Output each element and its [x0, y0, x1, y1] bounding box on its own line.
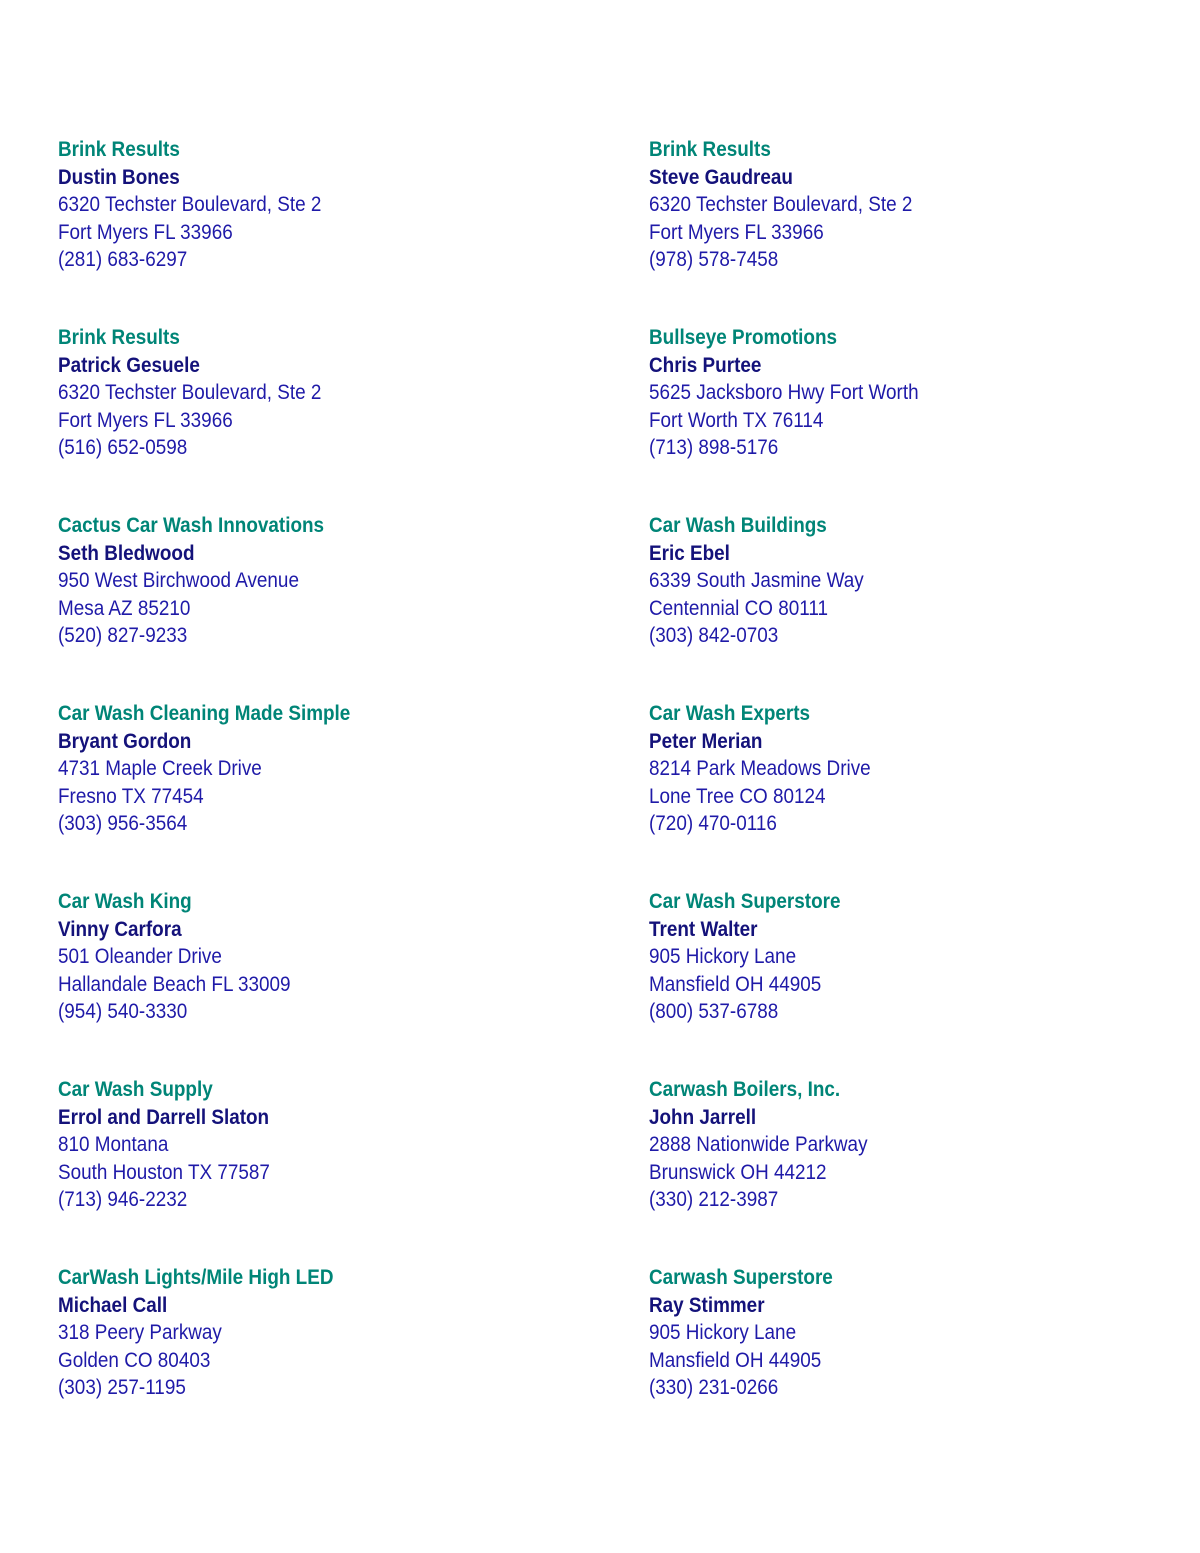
phone-number: (303) 956-3564 — [58, 812, 188, 836]
contact-name: Seth Bledwood — [58, 541, 195, 565]
phone-number: (800) 537-6788 — [649, 1000, 779, 1024]
contact-entry — [58, 512, 526, 700]
contact-entry — [649, 888, 1117, 1076]
contact-entry — [649, 324, 1117, 512]
company-name: Cactus Car Wash Innovations — [58, 514, 325, 537]
phone-number: (330) 212-3987 — [649, 1188, 779, 1212]
phone-number: (520) 827-9233 — [58, 624, 188, 648]
contact-name: Steve Gaudreau — [649, 165, 793, 189]
street-address: 905 Hickory Lane — [649, 945, 797, 969]
phone-number: (330) 231-0266 — [649, 1376, 779, 1400]
street-address: 905 Hickory Lane — [649, 1321, 797, 1345]
contact-entry — [58, 1264, 526, 1452]
company-name: Bullseye Promotions — [649, 326, 838, 349]
street-address: 8214 Park Meadows Drive — [649, 757, 871, 781]
left-column — [58, 136, 578, 1452]
phone-number: (713) 946-2232 — [58, 1188, 188, 1212]
contact-entry — [649, 1076, 1117, 1264]
street-address: 2888 Nationwide Parkway — [649, 1133, 868, 1157]
city-state-zip: Fort Worth TX 76114 — [649, 408, 824, 432]
company-name: Car Wash King — [58, 890, 192, 913]
contact-entry — [649, 700, 1117, 888]
contact-name: Eric Ebel — [649, 541, 730, 565]
company-name: Brink Results — [58, 326, 180, 349]
city-state-zip: Lone Tree CO 80124 — [649, 784, 826, 808]
contact-name: Dustin Bones — [58, 165, 180, 189]
contact-name: Chris Purtee — [649, 353, 762, 377]
contact-name: Patrick Gesuele — [58, 353, 200, 377]
contact-name: Bryant Gordon — [58, 729, 192, 753]
street-address: 501 Oleander Drive — [58, 945, 222, 969]
phone-number: (303) 842-0703 — [649, 624, 779, 648]
city-state-zip: Mansfield OH 44905 — [649, 1348, 822, 1372]
contact-entry — [58, 888, 526, 1076]
contact-entry — [58, 700, 526, 888]
city-state-zip: Mesa AZ 85210 — [58, 596, 191, 620]
street-address: 5625 Jacksboro Hwy Fort Worth — [649, 381, 919, 405]
city-state-zip: Fresno TX 77454 — [58, 784, 204, 808]
phone-number: (713) 898-5176 — [649, 436, 779, 460]
company-name: Car Wash Buildings — [649, 514, 827, 537]
contact-entry — [58, 324, 526, 512]
company-name: Carwash Boilers, Inc. — [649, 1078, 841, 1101]
phone-number: (954) 540-3330 — [58, 1000, 188, 1024]
city-state-zip: South Houston TX 77587 — [58, 1160, 270, 1184]
street-address: 6320 Techster Boulevard, Ste 2 — [649, 193, 913, 217]
street-address: 6320 Techster Boulevard, Ste 2 — [58, 381, 322, 405]
company-name: Brink Results — [58, 138, 180, 161]
contact-entry — [649, 512, 1117, 700]
street-address: 950 West Birchwood Avenue — [58, 569, 299, 593]
city-state-zip: Hallandale Beach FL 33009 — [58, 972, 291, 996]
contact-name: Peter Merian — [649, 729, 763, 753]
phone-number: (303) 257-1195 — [58, 1376, 186, 1400]
contact-entry — [649, 136, 1117, 324]
company-name: Brink Results — [649, 138, 771, 161]
company-name: Car Wash Supply — [58, 1078, 213, 1101]
contact-name: Vinny Carfora — [58, 917, 182, 941]
contact-name: Trent Walter — [649, 917, 758, 941]
company-name: CarWash Lights/Mile High LED — [58, 1266, 334, 1289]
phone-number: (281) 683-6297 — [58, 248, 188, 272]
contact-name: Errol and Darrell Slaton — [58, 1105, 270, 1129]
company-name: Car Wash Cleaning Made Simple — [58, 702, 351, 725]
phone-number: (516) 652-0598 — [58, 436, 188, 460]
company-name: Carwash Superstore — [649, 1266, 833, 1289]
company-name: Car Wash Experts — [649, 702, 811, 725]
street-address: 4731 Maple Creek Drive — [58, 757, 262, 781]
street-address: 6320 Techster Boulevard, Ste 2 — [58, 193, 322, 217]
street-address: 810 Montana — [58, 1133, 169, 1157]
city-state-zip: Fort Myers FL 33966 — [649, 220, 824, 244]
city-state-zip: Centennial CO 80111 — [649, 596, 828, 620]
street-address: 318 Peery Parkway — [58, 1321, 222, 1345]
contact-name: Ray Stimmer — [649, 1293, 765, 1317]
contact-name: John Jarrell — [649, 1105, 757, 1129]
company-name: Car Wash Superstore — [649, 890, 841, 913]
city-state-zip: Fort Myers FL 33966 — [58, 408, 233, 432]
city-state-zip: Golden CO 80403 — [58, 1348, 211, 1372]
contact-entry — [58, 136, 526, 324]
city-state-zip: Brunswick OH 44212 — [649, 1160, 827, 1184]
contact-name: Michael Call — [58, 1293, 168, 1317]
city-state-zip: Fort Myers FL 33966 — [58, 220, 233, 244]
phone-number: (978) 578-7458 — [649, 248, 779, 272]
right-column — [649, 136, 1169, 1452]
contact-entry — [649, 1264, 1117, 1452]
city-state-zip: Mansfield OH 44905 — [649, 972, 822, 996]
contact-entry — [58, 1076, 526, 1264]
phone-number: (720) 470-0116 — [649, 812, 777, 836]
street-address: 6339 South Jasmine Way — [649, 569, 864, 593]
